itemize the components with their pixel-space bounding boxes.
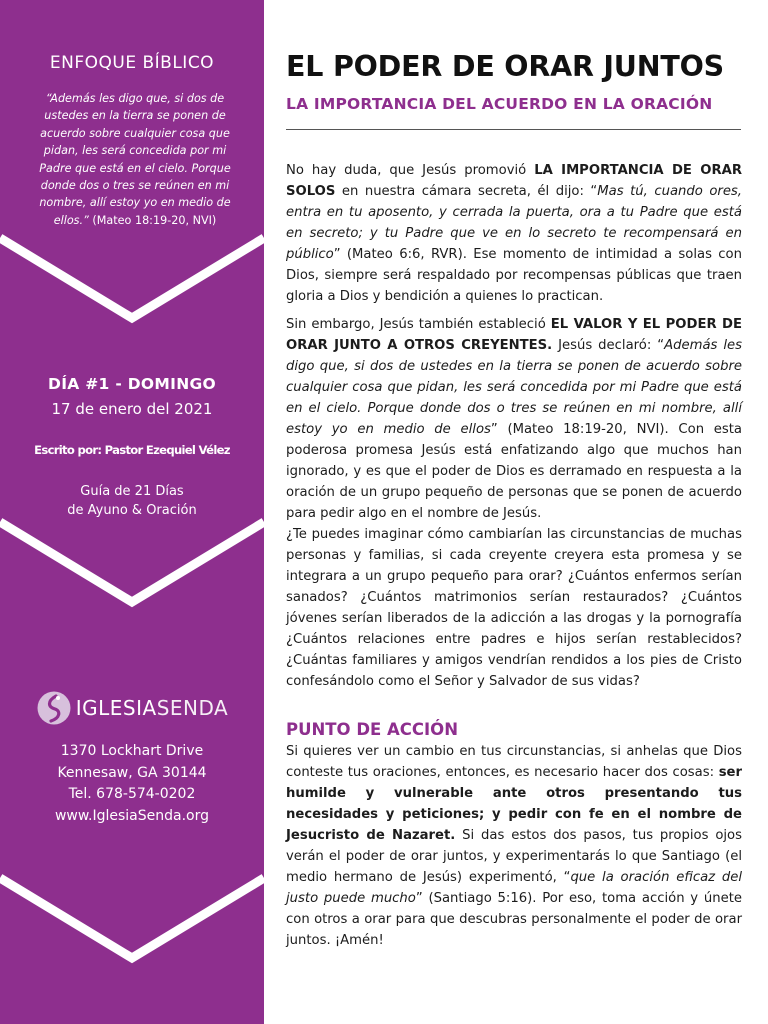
paragraph-4 (286, 741, 742, 951)
p4-bold: ser humilde y vulnerable ante otros presentando tus necesidades y peticiones; y pedir con fe en el nombre de Jesucristo de Nazaret. (286, 765, 742, 843)
phone-number: Tel. 678-574-0202 (68, 786, 196, 802)
day-label: DÍA #1 - DOMINGO (48, 375, 216, 393)
guide-line-2: de Ayuno & Oración (67, 503, 197, 518)
date-label: 17 de enero del 2021 (51, 400, 213, 418)
p1-text-e: ” (Mateo 6:6, RVR). Ese momento de intimidad a solas con Dios, siempre será respaldado por recompensas públicas que traen gloria a Dios y bendición a quienes lo practican. (286, 247, 742, 304)
logo-text (76, 696, 228, 720)
website-link[interactable]: www.IglesiaSenda.org (54, 807, 210, 824)
p1-text-c: en nuestra cámara secreta, él dijo: “ (335, 184, 598, 199)
p2-text-e: ” (Mateo 18:19-20, NVI). Con esta poderosa promesa Jesús está enfatizando algo que muchos han ignorado, y es que el poder de Dios es derramado en respuesta a la oración de un grupo pequeño de personas que se ponen de acuerdo para pedir algo en el nombre de Jesús. (286, 422, 743, 521)
p4-text-c: Si das estos dos pasos, tus propios ojos verán el poder de orar juntos, y experimentarás lo que Santiago (el medio hermano de Jesús) experimentó, “ (286, 828, 742, 885)
author-label: Escrito por: Pastor Ezequiel Vélez (34, 443, 230, 457)
sidebar (0, 0, 264, 1024)
p1-bold: LA IMPORTANCIA DE ORAR SOLOS (286, 163, 742, 199)
page-subtitle: LA IMPORTANCIA DEL ACUERDO EN LA ORACIÓN (286, 95, 713, 113)
iglesia-senda-logo-icon (36, 690, 72, 726)
verse-reference: (Mateo 18:19-20, NVI) (92, 213, 217, 227)
logo-text-main: IGLESIA (75, 696, 157, 720)
church-logo (0, 689, 264, 727)
p1-quote: Mas tú, cuando ores, entra en tu aposento, y cerrada la puerta, ora a tu Padre que está en secreto; y tu Padre que ve en lo secreto te recompensará en público (286, 184, 742, 262)
p2-text-c: Jesús declaró: “ (552, 338, 665, 353)
p4-quote: que la oración eficaz del justo puede mucho (286, 870, 742, 906)
address-line-2: Kennesaw, GA 30144 (57, 764, 207, 781)
page-title: EL PODER DE ORAR JUNTOS (286, 50, 724, 83)
p4-text-e: ” (Santiago 5:16). Por eso, toma acción y únete con otros a orar para que descubras personalmente el poder de orar juntos. ¡Amén! (286, 891, 742, 948)
guide-label (0, 482, 264, 520)
logo-text-sub: SENDA (156, 696, 229, 720)
divider (286, 129, 741, 130)
action-point-title: PUNTO DE ACCIÓN (286, 720, 459, 739)
contact-info (0, 741, 264, 827)
bible-verse (30, 90, 240, 229)
p1-text-a: No hay duda, que Jesús promovió (286, 163, 535, 178)
verse-text: “Además les digo que, si dos de ustedes en la tierra se ponen de acuerdo sobre cualquier cosa que pidan, les será concedida por mi Padre que está en el cielo. Porque donde dos o tres se reúnen en mi nombre, allí estoy yo en medio de ellos.” (39, 92, 231, 227)
p4-text-a: Si quieres ver un cambio en tus circunstancias, si anhelas que Dios conteste tus oraciones, entonces, es necesario hacer dos cosas: (286, 744, 742, 780)
p2-quote: Además les digo que, si dos de ustedes en la tierra se ponen de acuerdo sobre cualquier cosa que pidan, les será concedida por mi Padre que está en el cielo. Porque donde dos o tres se reúnen en mi nombre, allí estoy yo en medio de ellos (286, 338, 742, 437)
p2-bold: EL VALOR Y EL PODER DE ORAR JUNTO A OTROS CREYENTES. (286, 317, 742, 353)
guide-line-1: Guía de 21 Días (80, 484, 184, 499)
paragraph-2 (286, 314, 742, 524)
address-line-1: 1370 Lockhart Drive (60, 743, 204, 759)
paragraph-3: ¿Te puedes imaginar cómo cambiarían las circunstancias de muchas personas y familias, si cada creyente creyera esta promesa y se integrara a un grupo pequeño para orar? ¿Cuántos enfermos serían sanados? ¿Cuántos matrimonios serían restaurados? ¿Cuántos jóvenes serían liberados de la adicción a las drogas y la pornografía ¿Cuántos relaciones entre padres e hijos serían restablecidos? ¿Cuántas familiares y amigos vendrían rendidos a los pies de Cristo confesándolo como el Señor y Salvador de sus vidas? (286, 527, 742, 689)
paragraph-1 (286, 160, 742, 307)
p2-text-a: Sin embargo, Jesús también estableció (286, 317, 551, 332)
enfoque-biblico-title: ENFOQUE BÍBLICO (49, 53, 215, 73)
